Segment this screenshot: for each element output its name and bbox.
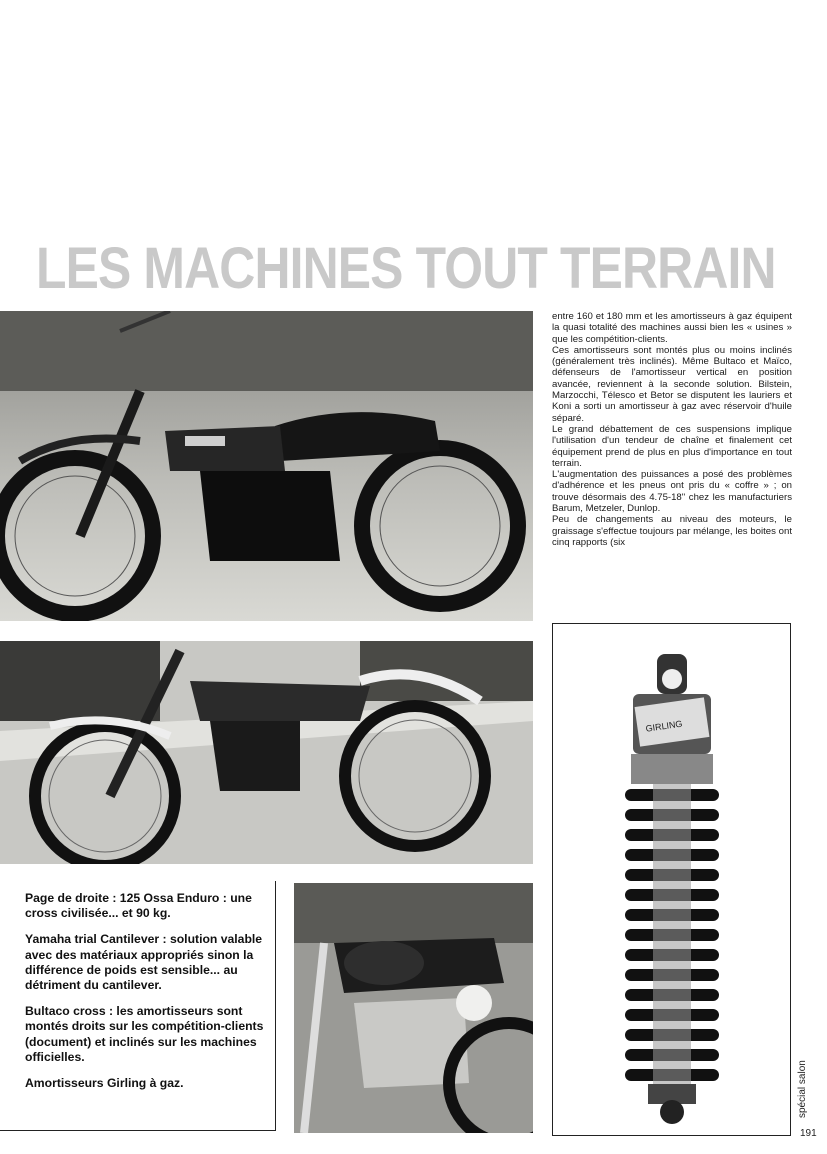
photo-trail-bike — [0, 311, 533, 621]
headline: LES MACHINES TOUT TERRAIN — [36, 236, 776, 301]
caption-girling: Amortisseurs Girling à gaz. — [25, 1076, 184, 1091]
article-paragraph: Le grand débattement de ces suspensions implique l'utilisation d'un tendeur de chaîne et finalement cet équipement prend de plus en plus d'importance en tout terrain. — [552, 423, 792, 469]
caption-yamaha: Yamaha trial Cantilever : solution valable avec des matériaux appropriés sinon la différence de poids est sensible... au détriment du cantilever. — [25, 932, 263, 993]
captions — [25, 891, 265, 1102]
article-paragraph: Ces amortisseurs sont montés plus ou moins inclinés (généralement très inclinés). Même Bultaco et Maïco, défenseurs de l'amortisseur vertical en position avancée, reviennent à la seconde solution. Bilstein, Marzocchi, Télesco et Betor se disputent les lauriers et Koni a sorti un amortisseur à gaz avec réservoir d'huile séparé. — [552, 344, 792, 424]
article-paragraph: entre 160 et 180 mm et les amortisseurs à gaz équipent la quasi totalité des machines aussi bien les « usines » que les compétition-clients. — [552, 311, 792, 345]
caption-ossa: Page de droite : 125 Ossa Enduro : une cross civilisée... et 90 kg. — [25, 891, 252, 921]
section-label: spécial salon — [797, 1060, 808, 1118]
photo-trial-bike — [0, 641, 533, 864]
article-paragraph: Peu de changements au niveau des moteurs, le graissage s'effectue toujours par mélange, les boites ont cinq rapports (six — [552, 514, 792, 548]
shock-absorber-photo — [552, 623, 791, 1136]
article-paragraph: L'augmentation des puissances a posé des problèmes d'adhérence et les pneus ont pris du « coffre » ; on trouve désormais des 4.75-18" chez les manufacturiers Barum, Metzeler, Dunlop. — [552, 469, 792, 515]
girling-label: GIRLING — [644, 718, 684, 734]
page-number: 191 — [800, 1128, 817, 1139]
photo-cross-bike — [294, 883, 533, 1133]
article-text — [552, 311, 792, 548]
caption-bultaco: Bultaco cross : les amortisseurs sont montés droits sur les compétition-clients (document) et inclinés sur les machines officielles. — [25, 1004, 264, 1064]
